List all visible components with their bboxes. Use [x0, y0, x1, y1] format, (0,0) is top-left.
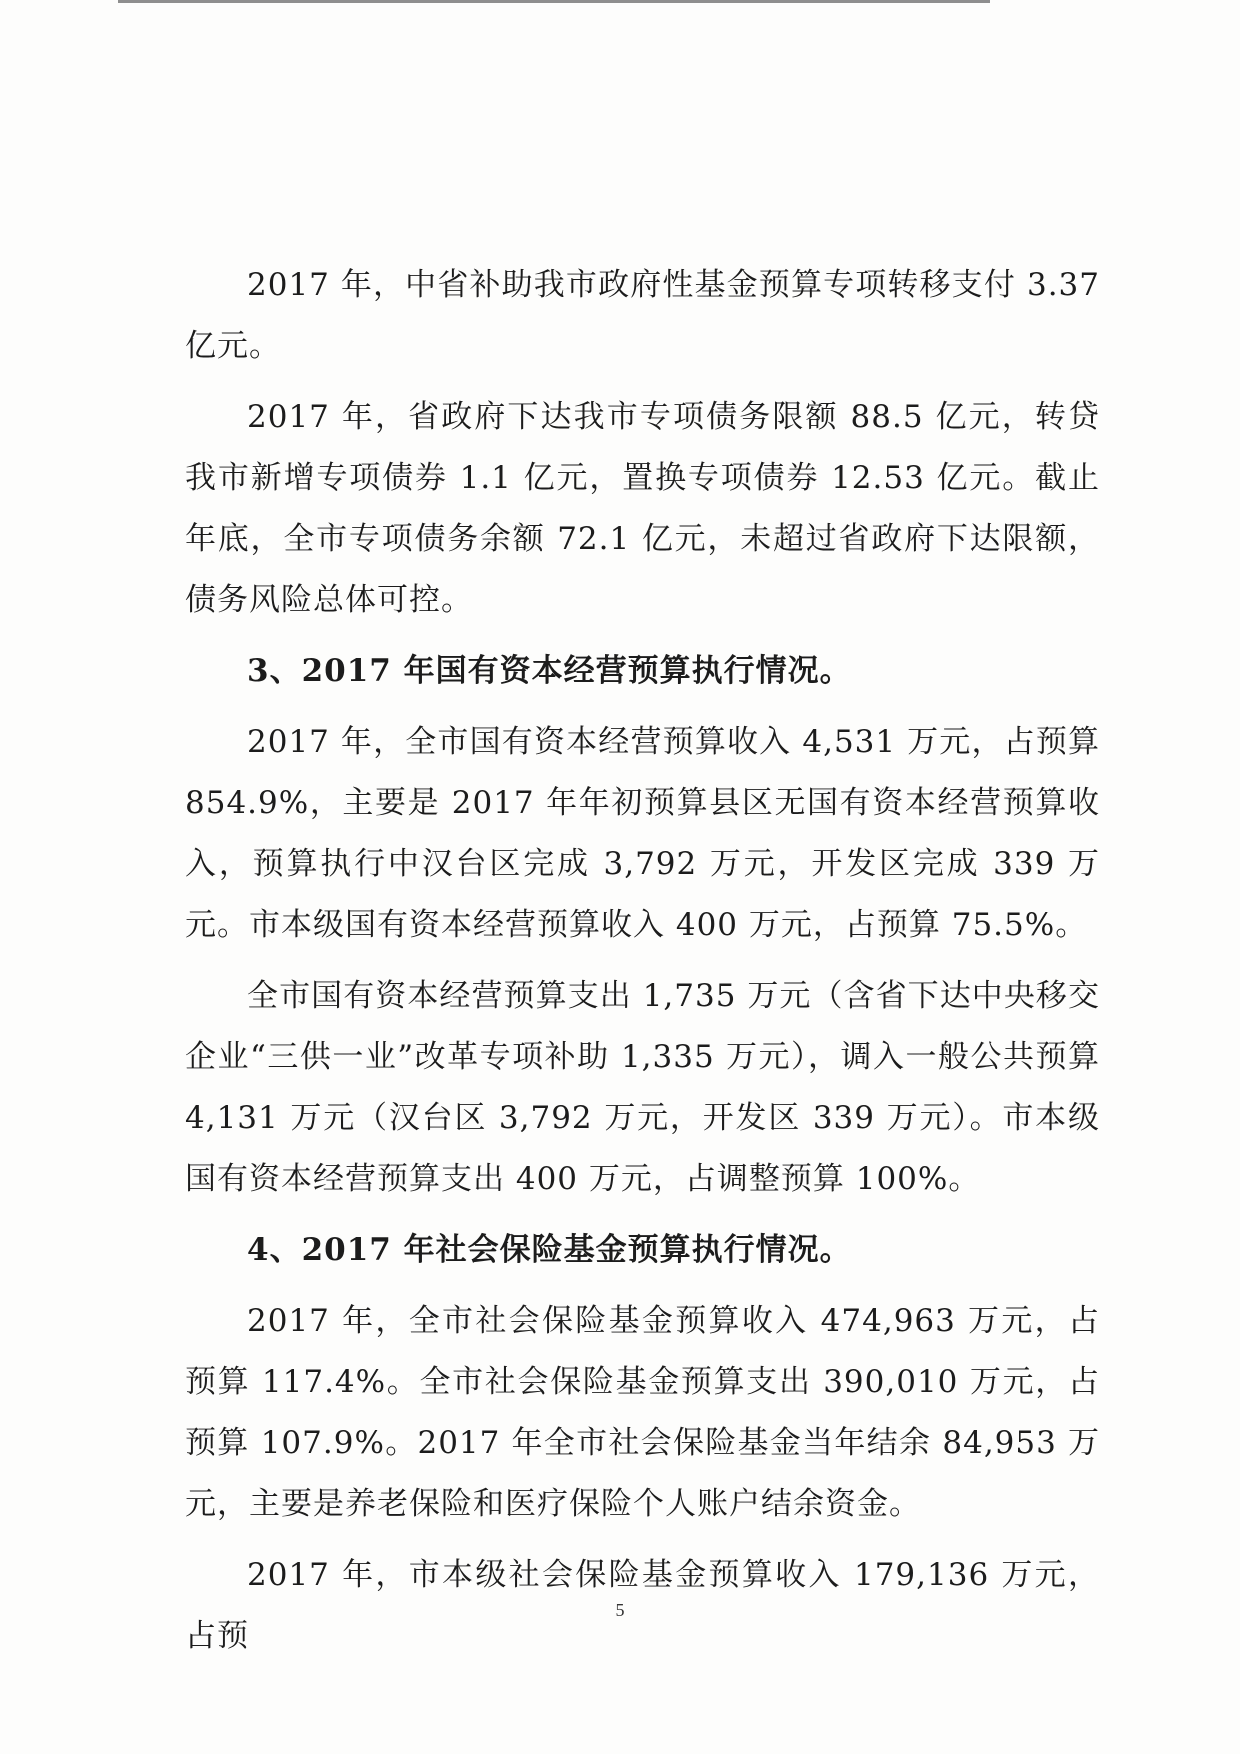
- paragraph-transfer-payment: 2017 年，中省补助我市政府性基金预算专项转移支付 3.37 亿元。: [185, 267, 1100, 364]
- body-text: [185, 255, 1100, 1667]
- page-number: 5: [615, 1600, 625, 1620]
- section-heading-state-capital: 3、2017 年国有资本经营预算执行情况。: [247, 653, 852, 689]
- section-heading-social-insurance: 4、2017 年社会保险基金预算执行情况。: [247, 1232, 852, 1268]
- paragraph-state-capital-expenditure: 全市国有资本经营预算支出 1,735 万元（含省下达中央移交企业“三供一业”改革专项补助 1,335 万元），调入一般公共预算 4,131 万元（汉台区 3,792 万元，开发区 339 万元）。市本级国有资本经营预算支出 400 万元，占调整预算 100%。: [185, 978, 1100, 1197]
- paragraph-social-insurance-city: 2017 年，全市社会保险基金预算收入 474,963 万元，占预算 117.4%。全市社会保险基金预算支出 390,010 万元，占预算 107.9%。2017 年全市社会保险基金当年结余 84,953 万元，主要是养老保险和医疗保险个人账户结余资金。: [185, 1303, 1100, 1522]
- top-rule: [118, 0, 990, 3]
- paragraph-state-capital-revenue: 2017 年，全市国有资本经营预算收入 4,531 万元，占预算 854.9%，主要是 2017 年年初预算县区无国有资本经营预算收入，预算执行中汉台区完成 3,792 万元，开发区完成 339 万元。市本级国有资本经营预算收入 400 万元，占预算 75.5%。: [185, 724, 1100, 943]
- paragraph-social-insurance-municipal: 2017 年，市本级社会保险基金预算收入 179,136 万元，占预: [185, 1557, 1100, 1654]
- paragraph-special-debt: 2017 年，省政府下达我市专项债务限额 88.5 亿元，转贷我市新增专项债券 1.1 亿元，置换专项债券 12.53 亿元。截止年底，全市专项债务余额 72.1 亿元，未超过省政府下达限额，债务风险总体可控。: [185, 399, 1100, 618]
